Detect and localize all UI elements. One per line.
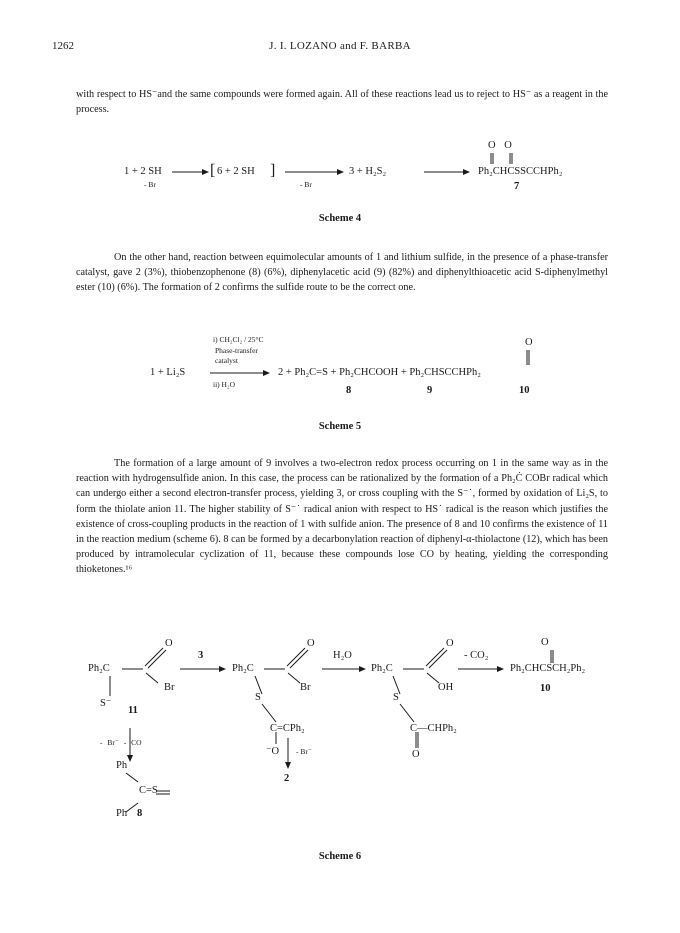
s4-final-product: Ph₂CHCSSCCHPh₂ [478,166,563,177]
s6-label-8: 8 [137,808,143,819]
s5-reactants: 1 + Li₂S [150,367,186,378]
s5-cond-3: catalyst [215,356,238,365]
page-number: 1262 [52,40,74,52]
s4-products: 3 + H₂S₂ [349,166,387,177]
s6-int1-o: O [307,638,315,649]
s6-11-ph2c: Ph₂C [88,663,110,674]
s5-label-9: 9 [427,385,433,396]
s6-10-o: O [541,637,549,648]
scheme-5-caption: Scheme 5 [318,421,362,432]
s6-11-o: O [165,638,173,649]
s6-int1-c-cph2: C=CPh₂ [270,723,305,734]
s6-down2-label: - Br⁻ [296,747,312,756]
s5-carbonyl-o: O [525,337,533,348]
s5-cond-4: ii) H₂O [213,380,235,389]
s6-8-ph-bottom: Ph [116,808,128,819]
s6-10-formula: Ph₂CHCSCH₂Ph₂ [510,663,586,674]
s5-cond-1: i) CH₂Cl₂ / 25°C [213,335,264,344]
s6-int2-o: O [446,638,454,649]
s6-int2-c-chph2: C—CHPh₂ [410,723,457,734]
s5-label-8: 8 [346,385,352,396]
s6-int2-o-bottom: O [412,749,420,760]
s4-label-7: 7 [514,181,520,192]
running-title: J. I. LOZANO and F. BARBA [269,40,411,52]
s6-11-s: S⁻ [100,698,112,709]
paragraph-2-text: On the other hand, reaction between equimolecular amounts of 1 and lithium sulfide, in the presence of a phase-transfer catalyst, gave 2 (3%), thiobenzophenone (8) (6%), diphenylacetic acid (9) (82%) and diphenylthioacetic acid S-diphenylmethyl ester (10) (6%). The formation of 2 confirms the sulfide route to be the correct one. [76,252,608,294]
s4-bracket-right: ] [270,162,276,179]
s5-cond-2: Phase-transfer [215,346,258,355]
s4-bracket-content: 6 + 2 SH [217,166,255,177]
s6-int2-ph2c: Ph₂C [371,663,393,674]
s6-8-cs: C=S [139,785,158,796]
s4-carbonyl-o: O O [488,140,512,151]
s6-int1-br: Br [300,682,311,693]
s6-int1-s: S [255,692,261,703]
s4-minus-br-1: - Br [144,180,156,189]
paragraph-1-text: with respect to HS⁻and the same compounds were formed again. All of these reactions lead us to reject to HS⁻ as a reagent in the process. [76,89,608,116]
s6-arrow2-label: H₂O [333,650,352,661]
s6-int2-s: S [393,692,399,703]
scheme-6-caption: Scheme 6 [318,851,362,862]
s6-11-br: Br [164,682,175,693]
s4-reactants: 1 + 2 SH [124,166,162,177]
s6-arrow3-label: - CO₂ [464,650,489,661]
s6-int1-ph2c: Ph₂C [232,663,254,674]
s6-int1-o-minus: ⁻O [266,746,280,757]
scheme-4-caption: Scheme 4 [318,213,362,224]
s4-minus-br-2: - Br [300,180,312,189]
s6-8-ph-top: Ph [116,760,128,771]
s5-products: 2 + Ph₂C=S + Ph₂CHCOOH + Ph₂CHSCCHPh₂ [278,367,481,378]
s6-down1-label: - Br⁻ - CO [100,738,142,747]
s6-label-2: 2 [284,773,290,784]
paragraph-3-text: The formation of a large amount of 9 involves a two-electron redox process occurring on 1 in the same way as in the reaction with hydrogensulfide anion. In this case, the process can be rationalized by the formation of a Ph₂Ċ COBr radical which can undergo either a second electron-transfer process, yielding 3, or cross coupling with the S⁻˙, formed by oxidation of Li₂S, to form the thiolate anion 11. The higher stability of S⁻˙ radical anion with respect to HS˙ radical is the reason which justifies the existence of cross-coupling products in the reaction of 1 with sulfide anion. The presence of 8 and 10 confirms the existence of 11 in the reaction medium (scheme 6). 8 can be formed by a decarbonylation reaction of diphenyl-α-thiolactone (12), which has been produced by intramolecular cyclization of 11, because these compounds lose CO by heating, yielding the corresponding thioketones.¹⁶ [76,458,608,576]
s6-label-10: 10 [540,683,551,694]
s6-label-11: 11 [128,705,138,716]
s4-bracket-left: [ [210,162,216,179]
s6-int2-oh: OH [438,682,454,693]
s6-arrow1-label: 3 [198,650,204,661]
s5-label-10: 10 [519,385,530,396]
